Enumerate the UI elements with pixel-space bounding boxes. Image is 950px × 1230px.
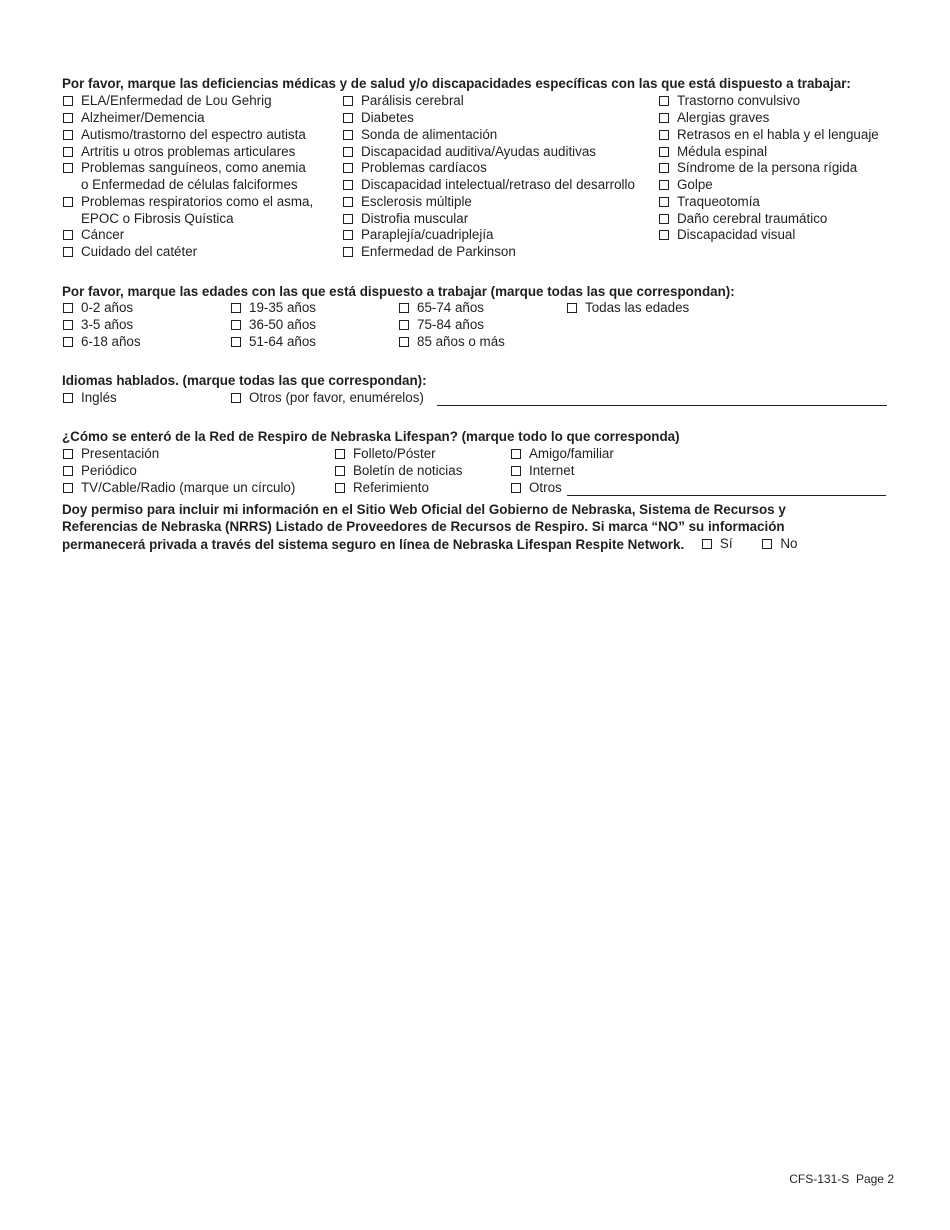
- referral-option[interactable]: [511, 446, 614, 463]
- page-footer: [789, 1171, 894, 1188]
- checkbox[interactable]: [63, 247, 73, 257]
- option-label: Enfermedad de Parkinson: [361, 244, 516, 259]
- option-label: Sonda de alimentación: [361, 127, 498, 142]
- medical-option[interactable]: [659, 211, 827, 228]
- option-label: Paraplejía/cuadriplejía: [361, 227, 494, 242]
- other-languages-line[interactable]: [437, 392, 887, 406]
- medical-option[interactable]: [63, 194, 313, 228]
- checkbox[interactable]: [343, 197, 353, 207]
- referral-option[interactable]: [511, 480, 562, 497]
- checkbox[interactable]: [335, 483, 345, 493]
- option-label: Otros: [529, 480, 562, 495]
- checkbox[interactable]: [63, 320, 73, 330]
- option-label: Alzheimer/Demencia: [81, 110, 205, 125]
- option-label: 3-5 años: [81, 317, 134, 332]
- checkbox[interactable]: [343, 247, 353, 257]
- checkbox[interactable]: [63, 113, 73, 123]
- medical-option[interactable]: [343, 194, 472, 211]
- checkbox[interactable]: [63, 197, 73, 207]
- option-label: 85 años o más: [417, 334, 505, 349]
- medical-option[interactable]: [659, 194, 760, 211]
- option-label-line2: EPOC o Fibrosis Quística: [81, 210, 234, 226]
- checkbox[interactable]: [63, 337, 73, 347]
- checkbox[interactable]: [63, 303, 73, 313]
- option-label: Periódico: [81, 463, 137, 478]
- option-label-line1: Problemas respiratorios como el asma,: [81, 194, 314, 209]
- option-label: Amigo/familiar: [529, 446, 614, 461]
- checkbox[interactable]: [511, 449, 521, 459]
- medical-option[interactable]: [343, 127, 497, 144]
- medical-option[interactable]: [63, 144, 295, 161]
- age-option[interactable]: [231, 300, 316, 317]
- option-label: Síndrome de la persona rígida: [677, 160, 858, 175]
- page-number: Page 2: [855, 1172, 894, 1186]
- checkbox[interactable]: [659, 113, 669, 123]
- checkbox[interactable]: [63, 230, 73, 240]
- option-label-line2: o Enfermedad de células falciformes: [81, 176, 298, 192]
- option-label: ELA/Enfermedad de Lou Gehrig: [81, 93, 272, 108]
- option-label: 36-50 años: [249, 317, 317, 332]
- checkbox[interactable]: [343, 130, 353, 140]
- referral-option[interactable]: [511, 463, 574, 480]
- form-id: CFS-131-S: [789, 1172, 850, 1186]
- yes-label: Sí: [719, 535, 733, 551]
- checkbox[interactable]: [659, 163, 669, 173]
- option-label: Otros (por favor, enumérelos): [249, 390, 424, 405]
- option-label: Presentación: [81, 446, 160, 461]
- option-label: [81, 194, 313, 228]
- option-label: Autismo/trastorno del espectro autista: [81, 127, 306, 142]
- medical-option[interactable]: [63, 160, 306, 194]
- option-label: Distrofia muscular: [361, 211, 469, 226]
- option-label: Folleto/Póster: [353, 446, 436, 461]
- checkbox[interactable]: [762, 539, 772, 549]
- age-option[interactable]: [63, 334, 141, 351]
- option-label: Cáncer: [81, 227, 125, 242]
- option-label: Golpe: [677, 177, 713, 192]
- medical-option[interactable]: [343, 227, 494, 244]
- permission-statement: [62, 502, 852, 553]
- age-option[interactable]: [231, 317, 316, 334]
- age-option[interactable]: [399, 334, 505, 351]
- option-label: TV/Cable/Radio (marque un círculo): [81, 480, 296, 495]
- medical-option[interactable]: [343, 211, 468, 228]
- checkbox[interactable]: [659, 147, 669, 157]
- medical-option[interactable]: [63, 227, 124, 244]
- medical-option[interactable]: [343, 244, 516, 261]
- checkbox[interactable]: [567, 303, 577, 313]
- referral-option[interactable]: [335, 446, 436, 463]
- checkbox[interactable]: [399, 320, 409, 330]
- checkbox[interactable]: [399, 337, 409, 347]
- checkbox[interactable]: [659, 214, 669, 224]
- age-option[interactable]: [231, 334, 316, 351]
- checkbox[interactable]: [63, 130, 73, 140]
- language-option[interactable]: [63, 390, 117, 407]
- age-option[interactable]: [567, 300, 689, 317]
- option-label: Parálisis cerebral: [361, 93, 464, 108]
- language-option[interactable]: [231, 390, 424, 407]
- option-label: Boletín de noticias: [353, 463, 463, 478]
- medical-option[interactable]: [343, 144, 596, 161]
- checkbox[interactable]: [343, 214, 353, 224]
- checkbox[interactable]: [659, 96, 669, 106]
- option-label: [81, 160, 306, 194]
- age-option[interactable]: [63, 317, 133, 334]
- permission-text: Doy permiso para incluir mi información en el Sitio Web Oficial del Gobierno de Nebraska, Sistema de Recursos y Referencias de Nebraska (NRRS) Listado de Proveedores de Recursos de Respiro. Si marca “NO” su información permanecerá privada a través del sistema seguro en línea de Nebraska Lifespan Respite Network.: [62, 502, 786, 552]
- option-label: 75-84 años: [417, 317, 485, 332]
- checkbox[interactable]: [231, 337, 241, 347]
- option-label: Daño cerebral traumático: [677, 211, 828, 226]
- option-label: Médula espinal: [677, 144, 768, 159]
- referral-option[interactable]: [63, 480, 295, 497]
- checkbox[interactable]: [659, 180, 669, 190]
- medical-option[interactable]: [659, 93, 800, 110]
- checkbox[interactable]: [343, 113, 353, 123]
- permission-yes-option[interactable]: [702, 536, 733, 553]
- option-label: Esclerosis múltiple: [361, 194, 472, 209]
- option-label: Problemas cardíacos: [361, 160, 487, 175]
- checkbox[interactable]: [335, 449, 345, 459]
- checkbox[interactable]: [63, 483, 73, 493]
- medical-option[interactable]: [659, 227, 795, 244]
- checkbox[interactable]: [659, 130, 669, 140]
- medical-heading: Por favor, marque las deficiencias médicas y de salud y/o discapacidades específicas con las que está dispuesto a trabajar:: [62, 76, 851, 91]
- medical-option[interactable]: [63, 127, 306, 144]
- option-label: 6-18 años: [81, 334, 141, 349]
- option-label: Retrasos en el habla y el lenguaje: [677, 127, 879, 142]
- checkbox[interactable]: [343, 180, 353, 190]
- checkbox[interactable]: [63, 466, 73, 476]
- permission-no-option[interactable]: [762, 536, 797, 553]
- other-referral-line[interactable]: [567, 482, 886, 496]
- checkbox[interactable]: [63, 96, 73, 106]
- option-label: Traqueotomía: [677, 194, 760, 209]
- checkbox[interactable]: [511, 466, 521, 476]
- option-label: 65-74 años: [417, 300, 485, 315]
- checkbox[interactable]: [343, 163, 353, 173]
- option-label: Artritis u otros problemas articulares: [81, 144, 296, 159]
- medical-option[interactable]: [659, 110, 769, 127]
- option-label: Discapacidad auditiva/Ayudas auditivas: [361, 144, 596, 159]
- medical-option[interactable]: [659, 144, 767, 161]
- checkbox[interactable]: [659, 197, 669, 207]
- referral-option[interactable]: [63, 446, 159, 463]
- checkbox[interactable]: [231, 303, 241, 313]
- medical-option[interactable]: [343, 177, 635, 194]
- checkbox[interactable]: [231, 393, 241, 403]
- checkbox[interactable]: [63, 163, 73, 173]
- option-label: Referimiento: [353, 480, 429, 495]
- option-label: Internet: [529, 463, 575, 478]
- medical-option[interactable]: [659, 127, 879, 144]
- option-label: Diabetes: [361, 110, 414, 125]
- checkbox[interactable]: [335, 466, 345, 476]
- option-label: Inglés: [81, 390, 117, 405]
- option-label: Cuidado del catéter: [81, 244, 198, 259]
- medical-option[interactable]: [343, 110, 414, 127]
- option-label: 51-64 años: [249, 334, 317, 349]
- medical-option[interactable]: [63, 110, 205, 127]
- checkbox[interactable]: [659, 230, 669, 240]
- checkbox[interactable]: [231, 320, 241, 330]
- checkbox[interactable]: [63, 393, 73, 403]
- option-label: 19-35 años: [249, 300, 317, 315]
- age-option[interactable]: [399, 317, 484, 334]
- medical-option[interactable]: [63, 93, 272, 110]
- option-label: 0-2 años: [81, 300, 134, 315]
- option-label: Todas las edades: [585, 300, 690, 315]
- medical-option[interactable]: [659, 177, 713, 194]
- referral-option[interactable]: [335, 480, 429, 497]
- checkbox[interactable]: [343, 230, 353, 240]
- no-label: No: [780, 535, 798, 551]
- referral-heading: ¿Cómo se enteró de la Red de Respiro de Nebraska Lifespan? (marque todo lo que corresponda): [62, 429, 680, 444]
- referral-option[interactable]: [335, 463, 462, 480]
- checkbox[interactable]: [63, 147, 73, 157]
- referral-option[interactable]: [63, 463, 137, 480]
- medical-option[interactable]: [659, 160, 857, 177]
- checkbox[interactable]: [511, 483, 521, 493]
- ages-heading: Por favor, marque las edades con las que está dispuesto a trabajar (marque todas las que correspondan):: [62, 284, 735, 299]
- checkbox[interactable]: [63, 449, 73, 459]
- medical-option[interactable]: [63, 244, 197, 261]
- option-label-line1: Problemas sanguíneos, como anemia: [81, 160, 306, 175]
- medical-option[interactable]: [343, 93, 464, 110]
- age-option[interactable]: [399, 300, 484, 317]
- option-label: Alergias graves: [677, 110, 770, 125]
- medical-option[interactable]: [343, 160, 487, 177]
- checkbox[interactable]: [343, 147, 353, 157]
- option-label: Trastorno convulsivo: [677, 93, 801, 108]
- option-label: Discapacidad intelectual/retraso del desarrollo: [361, 177, 635, 192]
- checkbox[interactable]: [343, 96, 353, 106]
- checkbox[interactable]: [702, 539, 712, 549]
- checkbox[interactable]: [399, 303, 409, 313]
- age-option[interactable]: [63, 300, 133, 317]
- languages-heading: Idiomas hablados. (marque todas las que correspondan):: [62, 373, 427, 388]
- option-label: Discapacidad visual: [677, 227, 796, 242]
